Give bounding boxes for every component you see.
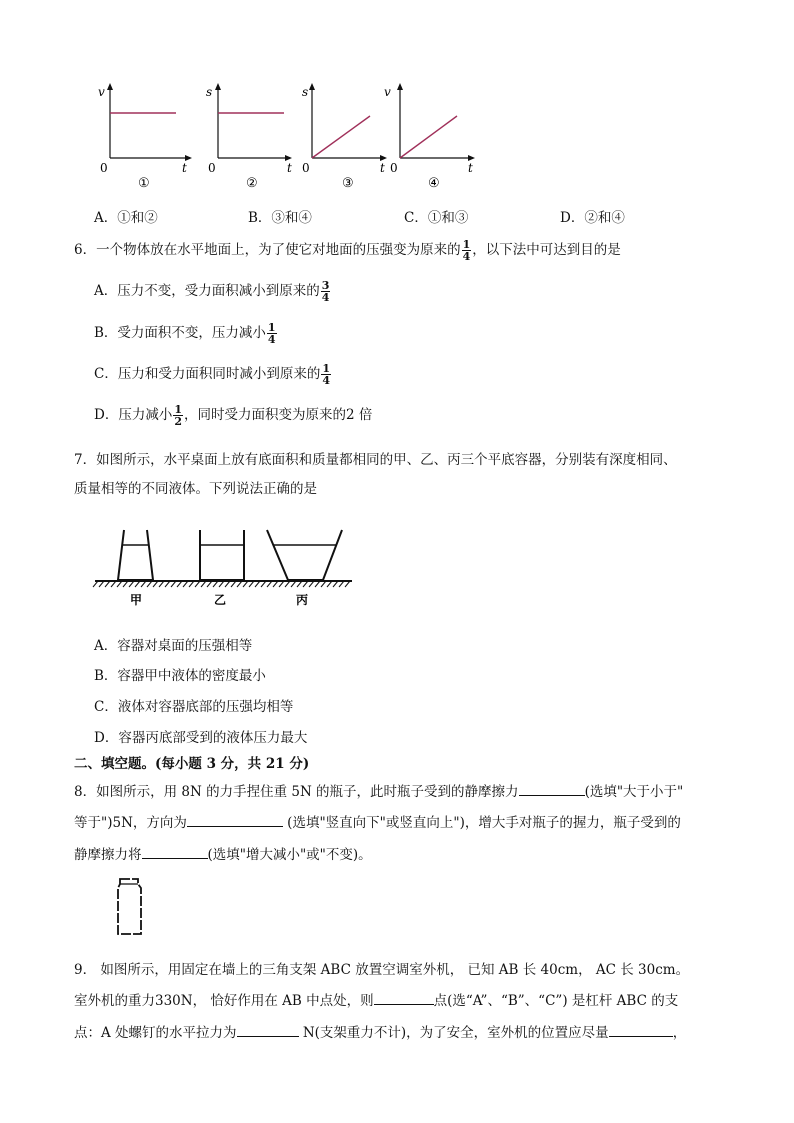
q6-stem: [74, 238, 621, 262]
q6-option-b[interactable]: B．受力面积不变，压力减小 $\frac{1}{4}$: [94, 321, 276, 346]
q6-option-c[interactable]: C．压力和受力面积同时减小到原来的 $\frac{1}{4}$: [94, 362, 330, 387]
q6-a-fraction: $\frac{3}{4}$: [321, 279, 330, 304]
q5-option-d[interactable]: D．②和④: [560, 210, 625, 226]
q8-blank-2[interactable]: [187, 812, 283, 827]
graph-3-xaxis: t: [380, 161, 385, 175]
graph-1-origin: 0: [100, 161, 108, 175]
q9-blank-1[interactable]: [374, 990, 434, 1005]
graph-3-origin: 0: [302, 161, 310, 175]
graph-3-yaxis: s: [302, 85, 309, 99]
q6-stem-end: ，以下法中可达到目的是: [472, 242, 621, 258]
q7-option-c[interactable]: C．液体对容器底部的压强均相等: [94, 699, 294, 715]
graph-4-origin: 0: [390, 161, 398, 175]
graph-4-caption: ④: [428, 176, 440, 191]
q8-blank-3[interactable]: [142, 844, 208, 859]
graph-1: [98, 83, 192, 191]
q9-line2: 室外机的重力330N， 恰好作用在 AB 中点处，则 点(选“A”、“B”、“C”) 是杠杆 ABC 的支: [74, 989, 678, 1009]
q6-stem-text: 6．一个物体放在水平地面上，为了使它对地面的压强变为原来的: [74, 242, 461, 258]
graph-2: [206, 83, 292, 191]
q5-option-a[interactable]: A．①和②: [94, 210, 158, 226]
graph-2-yaxis: s: [206, 85, 213, 99]
containers-figure: [90, 520, 360, 612]
label-jia: 甲: [130, 593, 143, 607]
graph-2-xaxis: t: [287, 161, 292, 175]
q6-option-d[interactable]: D．压力减小 $\frac{1}{2}$ ，同时受力面积变为原来的2 倍: [94, 403, 373, 428]
q6-d-fraction: $\frac{1}{2}$: [174, 403, 182, 428]
q7-option-d[interactable]: D．容器丙底部受到的液体压力最大: [94, 730, 308, 746]
q9-blank-3[interactable]: [609, 1022, 673, 1037]
q8-blank-1[interactable]: [519, 781, 585, 796]
q7-stem-line1: 7．如图所示，水平桌面上放有底面积和质量都相同的甲、乙、丙三个平底容器，分别装有深度相同、: [74, 452, 677, 468]
q6-c-fraction: $\frac{1}{4}$: [322, 362, 330, 387]
graph-4-line: [400, 116, 457, 158]
q6-fraction: $\frac{1}{4}$: [462, 238, 471, 263]
graph-3: [302, 83, 387, 191]
q9-line1: 9． 如图所示，用固定在墙上的三角支架 ABC 放置空调室外机， 已知 AB 长 40cm， AC 长 30cm。: [74, 962, 690, 978]
graph-4: [384, 83, 475, 191]
q8-line2: 等于")5N，方向为 (选填"竖直向下"或竖直向上")，增大手对瓶子的握力，瓶子受到的: [74, 811, 681, 831]
q7-option-b[interactable]: B．容器甲中液体的密度最小: [94, 668, 266, 684]
q5-option-b[interactable]: B．③和④: [248, 210, 312, 226]
q5-option-c[interactable]: C．①和③: [404, 210, 469, 226]
graph-4-xaxis: t: [468, 161, 473, 175]
q8-line1: 8．如图所示，用 8N 的力手捏住重 5N 的瓶子，此时瓶子受到的静摩擦力 (选填"大于小于": [74, 780, 683, 800]
container-yi: [200, 530, 244, 580]
graph-1-caption: ①: [138, 176, 150, 191]
graph-2-origin: 0: [208, 161, 216, 175]
q8-line3: 静摩擦力将 (选填"增大减小"或"不变)。: [74, 843, 372, 863]
graph-1-xaxis: t: [182, 161, 187, 175]
q6-option-a[interactable]: A．压力不变，受力面积减小到原来的 $\frac{3}{4}$: [94, 279, 330, 304]
q7-option-a[interactable]: A．容器对桌面的压强相等: [94, 638, 253, 654]
container-bing: [267, 530, 342, 580]
label-bing: 丙: [296, 593, 309, 607]
graph-1-yaxis: v: [98, 85, 105, 99]
graph-2-caption: ②: [246, 176, 258, 191]
graph-3-line: [312, 116, 370, 158]
q9-blank-2[interactable]: [237, 1022, 299, 1037]
bottle-figure: [110, 874, 150, 940]
label-yi: 乙: [214, 593, 227, 607]
section-2-heading: 二、填空题。(每小题 3 分，共 21 分): [74, 756, 310, 772]
q7-stem-line2: 质量相等的不同液体。下列说法正确的是: [74, 481, 317, 497]
q9-line3: 点：A 处螺钉的水平拉力为 N(支架重力不计)，为了安全，室外机的位置应尽量 ，: [74, 1021, 686, 1041]
graph-4-yaxis: v: [384, 85, 391, 99]
motion-graphs: [90, 80, 490, 195]
q6-b-fraction: $\frac{1}{4}$: [267, 321, 276, 346]
container-jia: [118, 530, 153, 580]
graph-3-caption: ③: [342, 176, 354, 191]
